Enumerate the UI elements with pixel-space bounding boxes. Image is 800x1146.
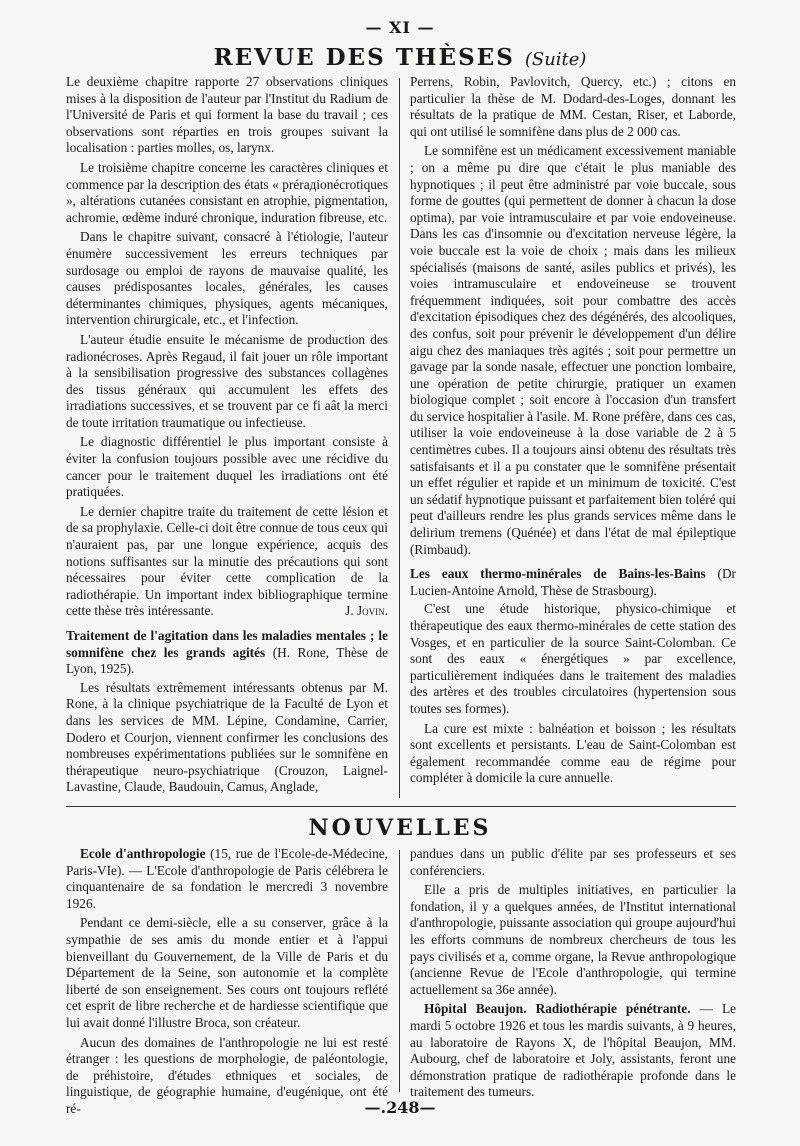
news-item	[410, 1001, 736, 1101]
paragraph: pandues dans un public d'élite par ses professeurs et ses conférenciers.	[410, 846, 736, 878]
paragraph: Aucun des domaines de l'anthropologie ne lui est resté étranger : les questions de morphologie, de paléontologie, de préhistoire, d'études ethniques et sociales, de linguistique, de géographie humaine, d'eugénique, ont été ré-	[66, 1034, 388, 1116]
article-byline: (Dr Lucien-Antoine Arnold, Thèse de Strasbourg).	[410, 566, 736, 598]
article-byline: (H. Rone, Thèse de Lyon, 1925).	[66, 644, 389, 677]
signature: J. Jovin.	[345, 603, 388, 619]
revue-column-right	[410, 74, 736, 790]
paragraph: Le diagnostic différentiel le plus important consiste à éviter la confusion toujours possible avec une récidive du cancer pour le traitement duquel les irradiations ont été pratiquées.	[66, 434, 388, 500]
folio: — XI —	[365, 18, 435, 37]
section-title-text: REVUE DES THÈSES	[213, 44, 515, 71]
column-divider	[399, 78, 400, 798]
article-title: Traitement de l'agitation dans les maladies mentales ; le somnifène chez les grands agités	[66, 628, 388, 660]
paragraph: Le troisième chapitre concerne les caractères cliniques et commence par la description des états « prérадionécrotiques », altérations cutanées consistant en atrophie, pigmentation, achromie, œdème induré chronique, induration fibreuse, etc.	[66, 159, 388, 225]
paragraph: C'est une étude historique, physico-chimique et thérapeutique des eaux thermo-minérales de cette station des Vosges, et en particulier de la source Saint-Colomban. Ce sont des eaux « énergétiques » par excellence, particulièrement indiquées dans le traitement des maladies des artères et des troubles circulatoires (hypertension sous toutes ses formes).	[410, 601, 736, 716]
article-heading	[410, 566, 736, 599]
news-text: (15, rue de l'Ecole-de-Médecine, Paris-VIe). — L'Ecole d'anthropologie de Paris célébrera le cinquantenaire de sa fondation le mercredi 3 novembre 1926.	[66, 846, 389, 911]
paragraph: Les résultats extrêmement intéressants obtenus par M. Rone, à la clinique psychiatrique de la Faculté de Lyon et dans les services de MM. Lépine, Condamine, Carrier, Dodero et Courjon, viennent confirmer les conclusions des nombreuses expérimentations publiées sur le somnifène en thérapeutique neuro-psychiatrique (Crouzon, Laignel-Lavastine, Claude, Baudouin, Camus, Anglade,	[66, 679, 388, 795]
paragraph: Perrens, Robin, Pavlovitch, Quercy, etc.) ; citons en particulier la thèse de M. Dodard-des-Loges, donnant les résultats de la pratique de MM. Cestan, Riser, et Laborde, qui ont utilisé le somnifène dans plus de 2 000 cas.	[410, 74, 736, 139]
article-title: Les eaux thermo-minérales de Bains-les-Bains	[410, 566, 706, 582]
paragraph: La cure est mixte : balnéation et boisson ; les résultats sont excellents et persistants. L'eau de Saint-Colomban est également recommandée comme eau de régime pour compléter à domicile la cure annuelle.	[410, 720, 736, 786]
paragraph: Le somnifène est un médicament excessivement maniable ; on a même pu dire que c'était le plus maniable des hypnotiques ; il peut être administré par voie buccale, sous forme de gouttes (qui permettent de donner à chacun la dose optima), par voie intramusculaire et par voie endoveineuse. Dans les cas d'insomnie ou d'excitation nerveuse légère, la voie buccale est la voie de choix ; mais dans les milieux spécialisés (maisons de santé, asiles publics et privés), les voies intramusculaire et endoveineuse se trouvent fréquemment indiquées, soit pour combattre des accès d'excitation épisodiques chez des dégénérés, des alcooliques, des confus, soit pour prévenir le développement d'un délire aigu chez des maniaques très agités ; soit pour permettre un gavage par la sonde nasale, effectuer une ponction lombaire, une opération de petite chirurgie, pratiquer un examen biologique complet ; soit encore à l'occasion d'un transfert du service hospitalier à l'asile. M. Rone préfère, dans ces cas, utiliser la voie endoveineuse à la dose variable de 2 à 5 centimètres cubes. Il a toujours ainsi obtenu des résultats très satisfaisants et il a pu constater que le somnifène présentait un effet régulier et rapide et un minimum de toxicité. C'est un sédatif hypnotique puissant et parfaitement bien toléré qui peut d'ailleurs rendre les plus grands services même dans le delirium tremens (Quénée) et dans l'état de mal épileptique (Rimbaud).	[410, 143, 736, 557]
section-title-nouvelles: NOUVELLES	[308, 815, 492, 841]
paragraph-text: Le dernier chapitre traite du traitement de cette lésion et de sa prophylaxie. Celle-ci doit être connue de tous ceux qui n'auraient pas, par une longue expérience, acquis des notions suffisantes sur la minutie des précautions qui sont nécessaires pour éviter cette complication de la radiothérapie. Un important index bibliographique termine cette thèse très intéressante.	[66, 503, 388, 619]
news-heading: Hôpital Beaujon. Radiothérapie pénétrante.	[424, 1001, 691, 1017]
page-number: —.248—	[364, 1098, 436, 1117]
paragraph: L'auteur étudie ensuite le mécanisme de production des radionécroses. Après Regaud, il fait jouer un rôle important à la sensibilisation progressive des substances collagènes des tissus généraux qui accumulent les effets des irradiations successives, et se trouvent par ce fi aât la merci de toute irritation traumatique ou infectieuse.	[66, 331, 388, 430]
paragraph: Elle a pris de multiples initiatives, en particulier la fondation, il y a quelques années, de l'Institut international d'anthropologie, puissante association qui groupe aujourd'hui les efforts communs de nombreux chercheurs de tous les pays civilisés et a, comme organe, la Revue anthropologique (ancienne Revue de l'Ecole d'anthropologie, qui termine actuellement sa 36e année).	[410, 882, 736, 997]
paragraph: Pendant ce demi-siècle, elle a su conserver, grâce à la sympathie de ses amis du monde entier et à l'appui bienveillant du Gouvernement, de la Ville de Paris et du Département de la Seine, son autonomie et la complète liberté de son enseignement. Ses cours ont toujours reflété cet esprit de libre recherche et de hardiesse scientifique que lui avait donné l'illustre Broca, son créateur.	[66, 915, 388, 1030]
nouvelles-column-left	[66, 846, 388, 1121]
news-item	[66, 846, 388, 912]
news-heading: Ecole d'anthropologie	[80, 846, 206, 861]
section-title-revue	[0, 44, 800, 71]
nouvelles-column-right	[410, 846, 736, 1104]
column-divider	[399, 850, 400, 1092]
paragraph: Le deuxième chapitre rapporte 27 observations cliniques mises à la disposition de l'auteur par l'Institut du Radium de l'Université de Paris et qui forment la base du travail ; ces observations sont réparties en trois groupes suivant la localisation : parties molles, os, larynx.	[66, 74, 388, 156]
section-title-suffix: (Suite)	[524, 49, 587, 70]
paragraph: Dans le chapitre suivant, consacré à l'étiologie, l'auteur énumère successivement les erreurs techniques par surdosage ou emploi de rayons de mauvaise qualité, les causes prédisposantes locales, générales, les causes déterminantes chimiques, physiques, agents mécaniques, intervention chirurgicale, etc., et l'infection.	[66, 229, 388, 328]
news-text: — Le mardi 5 octobre 1926 et tous les mardis suivants, à 9 heures, au laboratoire de Rayons X, de l'hôpital Beaujon, MM. Aubourg, chef de laboratoire et Joly, assistants, feront une démonstration pratique de radiothérapie profonde dans le traitement des tumeurs.	[410, 1001, 737, 1100]
revue-column-left	[66, 74, 388, 799]
article-heading	[66, 628, 388, 678]
section-divider	[66, 806, 736, 807]
paragraph	[66, 504, 388, 620]
